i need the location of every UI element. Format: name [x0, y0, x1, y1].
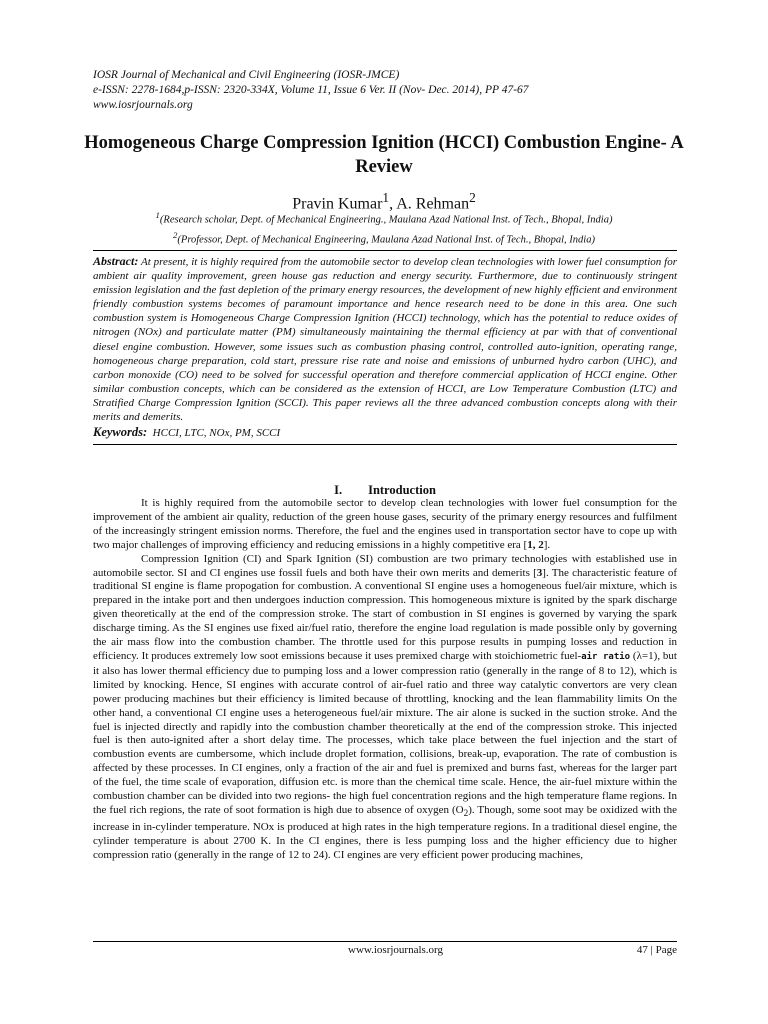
affiliation-2 [80, 228, 688, 248]
keywords-label: Keywords: [93, 425, 148, 440]
page-footer [93, 941, 677, 958]
paper-title: Homogeneous Charge Compression Ignition (HCCI) Combustion Engine- A Review [84, 133, 684, 177]
journal-name: IOSR Journal of Mechanical and Civil Engineering (IOSR-JMCE) [93, 69, 400, 81]
keywords-text: HCCI, LTC, NOx, PM, SCCI [152, 427, 281, 440]
paragraph-text: ]. The characteristic feature of traditional SI engine is flame propogation for combustion. A conventional SI engine uses a homogeneous fuel/air mixture, which is prepared in the intake port and then undergoes induction compression. This homogeneous mixture is ignited by the spark discharge given theoretically at the end of the compression stroke. The start of combustion in SI engines is governed by varying the spark discharge timing. As the SI engines use fixed air/fuel ratio, therefore the engine load regulation is made possible only by governing the air mass flow into the combustion chamber. The throttle used for this purpose results in pumping losses and reduction in efficiency. It produces extremely low soot emissions because it uses premixed charge with stoichiometric fuel- [93, 566, 677, 662]
affiliation-mark: 1 [155, 210, 160, 220]
paragraph-text: Compression Ignition (CI) and Spark Ignition (SI) combustion are two primary technologies with established use in automobile sector. SI and CI engines use fossil fuels and both have their own merits and demerits [ [93, 552, 677, 579]
abstract [93, 254, 677, 424]
footer-site[interactable]: www.iosrjournals.org [348, 944, 444, 956]
abstract-box [93, 250, 677, 445]
journal-issn: e-ISSN: 2278-1684,p-ISSN: 2320-334X, Volume 11, Issue 6 Ver. II (Nov- Dec. 2014), PP 47-67 [93, 84, 529, 96]
affiliation-mark: 2 [173, 229, 178, 240]
affiliations [80, 208, 688, 247]
paragraph-text: (λ=1) [630, 649, 658, 662]
page-number: 47 | Page [636, 944, 677, 956]
section-heading [93, 483, 677, 498]
paragraph [93, 553, 677, 863]
author-name: Pravin Kumar [292, 195, 383, 213]
journal-site[interactable]: www.iosrjournals.org [93, 99, 193, 111]
paragraph [93, 497, 677, 553]
author-affiliation-mark: 2 [469, 190, 476, 205]
abstract-label: Abstract: [93, 254, 139, 268]
section-number: I. [334, 483, 343, 497]
body-text [93, 497, 677, 863]
affiliation-text: (Professor, Dept. of Mechanical Engineering, Maulana Azad National Inst. of Tech., Bhopal, India) [177, 234, 595, 245]
citation: 1, 2 [527, 538, 544, 551]
paragraph-text: It is highly required from the automobile sector to develop clean technologies with lower fuel consumption for the improvement of the ambient air quality, reduction of the green house gases, security of the primary energy resources and fulfilment of the increasingly stringent emission norms. Therefore, the fuel and the engines used in transportation sector have to cope up with two major challenges of improving efficiency and reducing emissions in a highly competitive era [ [93, 497, 677, 551]
paragraph-text: , but it also has lower thermal efficiency due to pumping loss and a lower compression ratio (generally in the range of 8 to 12), which is limited by knocking. Hence, SI engines with accurate control of air-fuel ratio and three way catalytic convertors are very clean power producing machines but their efficiency is limited because of throttling, knocking and the lean flammability limits On the other hand, a conventional CI engine uses a heterogeneous fuel/air mixture. The air alone is sucked in the suction stroke. And the fuel is injected directly and rapidly into the combustion chamber theoretically at the end of the compression stroke. This injected fuel is then auto-ignited after a short delay time. The processes, which take place between the fuel injection and the start of combustion events are cumbersome, which include droplet formation, collisions, break-up, evaporation. The rate of combustion is affected by these processes. In CI engines, only a fraction of the air and fuel is premixed and burns fast, whereas for the larger part of the fuel, the time scale of evaporation, diffusion etc. is more than the chemical time scale. Hence, the air-fuel mixture within the combustion chamber can be divided into two regions- the high fuel concentration regions and the high temperature flame regions. In the fuel rich regions, the rate of soot formation is high due to absence of oxygen (O [93, 649, 677, 816]
paragraph-text: ). Though, some soot may be oxidized with the increase in in-cylinder temperature. NOx is produced at high rates in the high temperature regions. In a traditional diesel engine, the cylinder temperature is about 2700 K. In the CI engines, there is less pumping loss and the higher efficiency due to higher compression ratio (generally in the range of 12 to 24). CI engines are very efficient power producing machines, [93, 803, 677, 861]
author-name: A. Rehman [396, 195, 470, 213]
abstract-text: At present, it is highly required from the automobile sector to develop clean technologies with lower fuel consumption for ambient air quality improvement, green house gas reduction and energy security. Furthermore, due to continuously stringent emission legislation and the fast depletion of the primary energy resources, the development of new highly efficient and environment friendly combustion systems becomes of paramount importance and hence research need to be done in this area. One such combustion system is Homogeneous Charge Compression Ignition (HCCI) technology, which has the potential to reduce oxides of nitrogen (NOx) and particulate matter (PM) simultaneously maintaining the thermal efficiency at par with that of conventional diesel engine combustion. However, some issues such as combustion phasing control, controlled auto-ignition, operating range, homogeneous charge preparation, cold start, pressure rise rate and noise and emissions of unburned hydro carbon (UHC), and carbon monoxide (CO) need to be solved for successful operation and therefore commercial application of HCCI engine. Other similar combustion concepts, which can be considered as the extension of HCCI, are Low Temperature Combustion (LTC) and Stratified Charge Compression Ignition (SCCI). This paper reviews all the three advanced combustion concepts along with their merits and demerits. [93, 256, 677, 424]
author-separator: , [389, 195, 397, 213]
affiliation-1 [80, 208, 688, 228]
section-title: Introduction [368, 483, 436, 497]
citation: 3 [536, 566, 543, 579]
affiliation-text: (Research scholar, Dept. of Mechanical Engineering., Maulana Azad National Inst. of Tech., Bhopal, India) [159, 214, 613, 226]
subscript: 2 [463, 808, 469, 819]
author-affiliation-mark: 1 [382, 190, 390, 205]
keywords [93, 425, 677, 440]
inline-code: air ratio [581, 651, 631, 662]
paragraph-text: ]. [543, 538, 551, 551]
journal-header [93, 68, 693, 113]
